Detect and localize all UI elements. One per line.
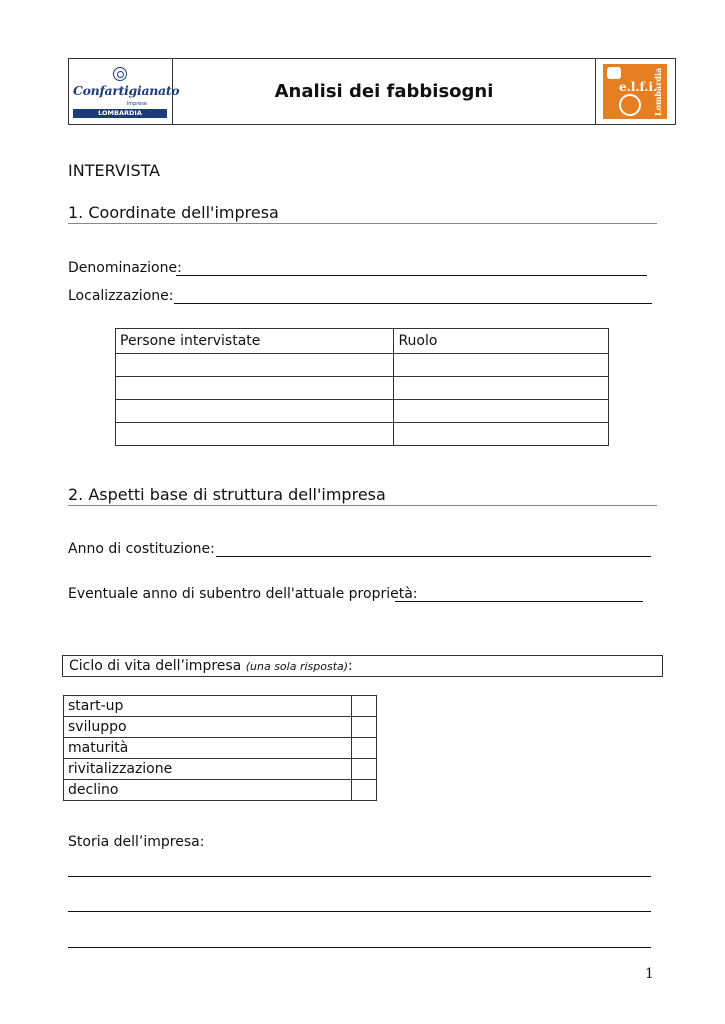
persona-cell[interactable] — [116, 377, 394, 400]
denominazione-field[interactable] — [176, 275, 647, 276]
confartigianato-logo-region: LOMBARDIA — [73, 109, 167, 118]
ciclo-vita-table — [63, 695, 377, 801]
checkbox-maturita[interactable] — [352, 738, 377, 759]
section1-rule — [68, 223, 657, 224]
persona-cell[interactable] — [116, 400, 394, 423]
checkbox-sviluppo[interactable] — [352, 717, 377, 738]
section2-rule — [68, 505, 657, 506]
confartigianato-logo-name: Confartigianato — [73, 83, 180, 98]
elfi-logo-name: e.l.f.i. — [619, 80, 658, 94]
page-number: 1 — [645, 966, 654, 982]
table-row — [64, 780, 377, 801]
ruolo-cell[interactable] — [394, 377, 609, 400]
anno-costituzione-field[interactable] — [216, 556, 651, 557]
ciclo-vita-colon: : — [348, 658, 353, 674]
option-rivitalizzazione: rivitalizzazione — [64, 759, 352, 780]
checkbox-start-up[interactable] — [352, 696, 377, 717]
anno-subentro-field[interactable] — [395, 601, 643, 602]
document-header — [68, 58, 676, 125]
persona-cell[interactable] — [116, 423, 394, 446]
table-header-row — [116, 329, 609, 354]
table-row — [64, 696, 377, 717]
elfi-circle-icon — [619, 94, 641, 116]
localizzazione-field[interactable] — [174, 303, 652, 304]
table-header-ruolo: Ruolo — [394, 329, 609, 354]
confartigianato-logo — [69, 59, 180, 124]
ruolo-cell[interactable] — [394, 354, 609, 377]
localizzazione-label: Localizzazione: — [68, 288, 174, 304]
checkbox-declino[interactable] — [352, 780, 377, 801]
ruolo-cell[interactable] — [394, 400, 609, 423]
table-row — [116, 400, 609, 423]
table-row — [64, 717, 377, 738]
puzzle-piece-icon — [607, 67, 621, 79]
confartigianato-emblem-icon — [113, 67, 127, 81]
option-start-up: start-up — [64, 696, 352, 717]
table-row — [64, 738, 377, 759]
denominazione-label: Denominazione: — [68, 260, 182, 276]
ciclo-vita-note: (una sola risposta) — [245, 660, 349, 673]
persone-table — [115, 328, 609, 446]
ciclo-vita-label: Ciclo di vita dell’impresa — [69, 658, 242, 674]
checkbox-rivitalizzazione[interactable] — [352, 759, 377, 780]
option-sviluppo: sviluppo — [64, 717, 352, 738]
option-maturita: maturità — [64, 738, 352, 759]
storia-line-3[interactable] — [68, 947, 651, 948]
elfi-logo — [595, 59, 675, 124]
storia-label: Storia dell’impresa: — [68, 834, 205, 850]
section1-title: 1. Coordinate dell'impresa — [68, 203, 279, 222]
elfi-logo-badge — [603, 64, 667, 119]
ciclo-vita-box — [62, 655, 663, 677]
table-row — [116, 423, 609, 446]
table-row — [64, 759, 377, 780]
elfi-logo-region: Lombardia — [653, 67, 663, 116]
ruolo-cell[interactable] — [394, 423, 609, 446]
document-title: Analisi dei fabbisogni — [274, 81, 494, 102]
section2-title: 2. Aspetti base di struttura dell'impresa — [68, 485, 386, 504]
anno-subentro-label: Eventuale anno di subentro dell'attuale proprietà: — [68, 586, 418, 602]
storia-line-2[interactable] — [68, 911, 651, 912]
table-row — [116, 354, 609, 377]
table-row — [116, 377, 609, 400]
confartigianato-logo-sub: Imprese — [126, 101, 147, 107]
storia-line-1[interactable] — [68, 876, 651, 877]
anno-costituzione-label: Anno di costituzione: — [68, 541, 215, 557]
persona-cell[interactable] — [116, 354, 394, 377]
intervista-heading: INTERVISTA — [68, 161, 161, 180]
option-declino: declino — [64, 780, 352, 801]
table-header-persone: Persone intervistate — [116, 329, 394, 354]
